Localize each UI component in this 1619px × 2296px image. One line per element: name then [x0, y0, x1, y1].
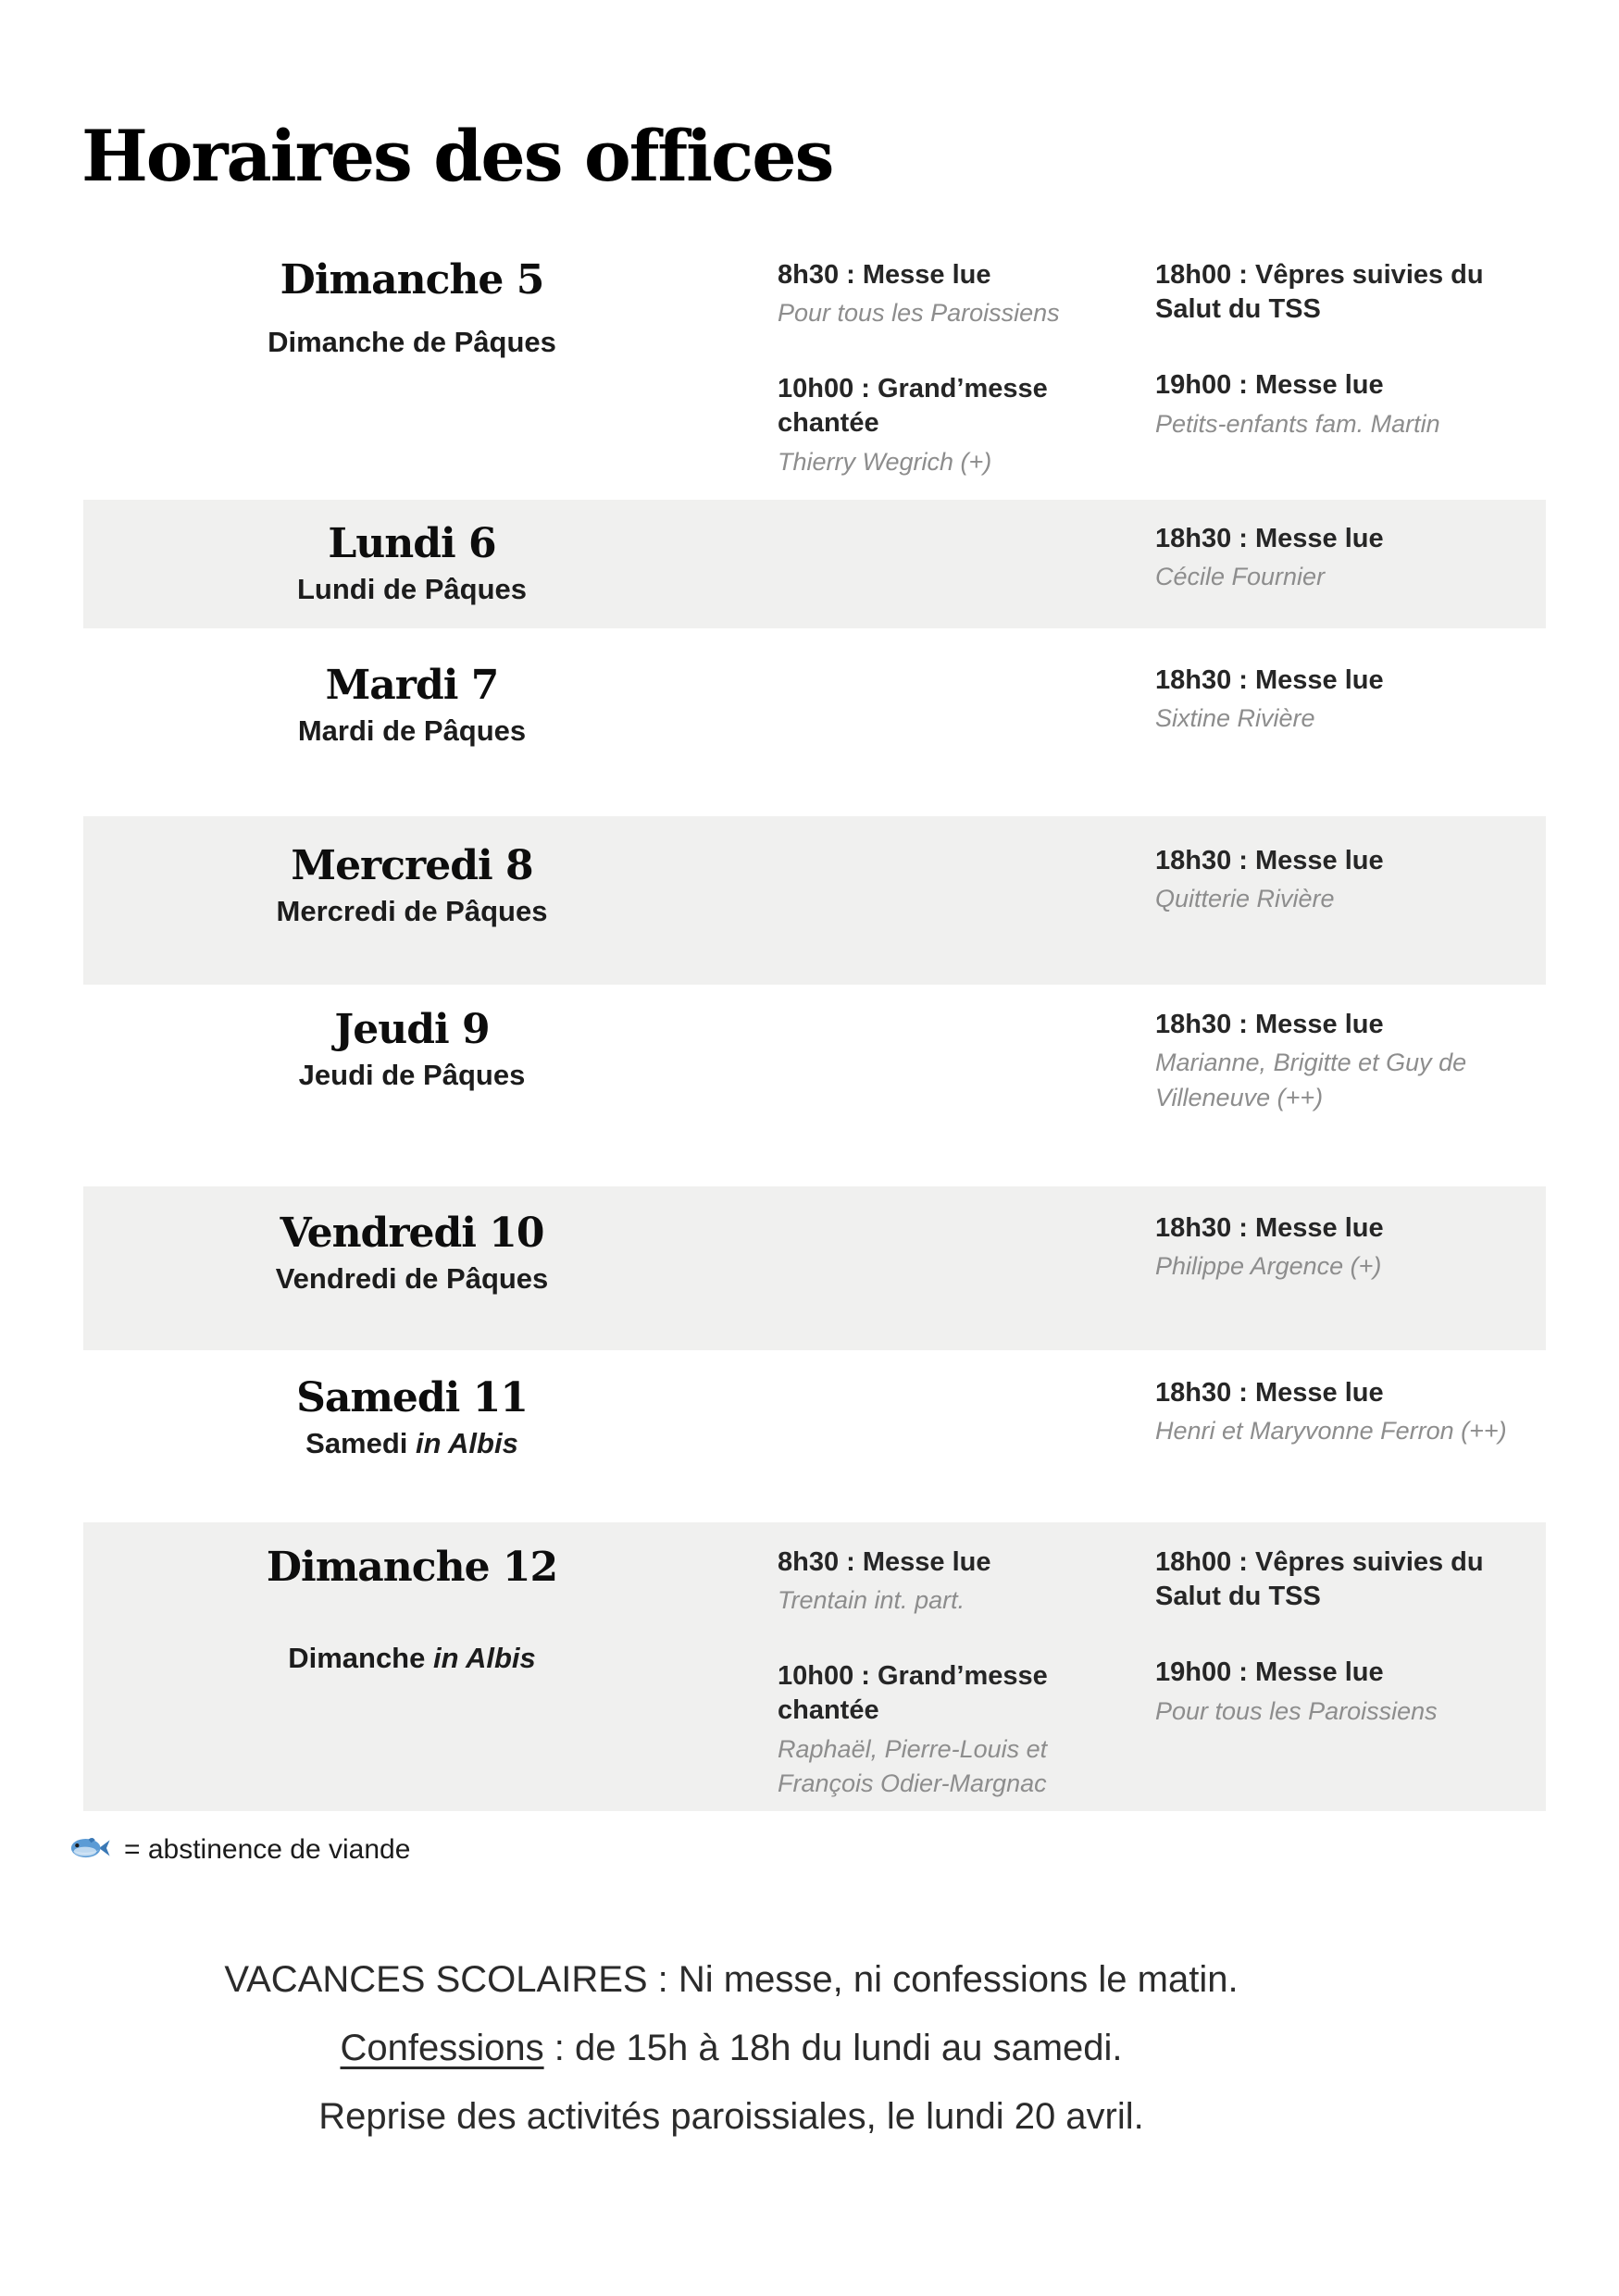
mass-intention: Henri et Maryvonne Ferron (++)	[1155, 1417, 1507, 1446]
mass-time: 18h30 : Messe lue	[1155, 845, 1384, 875]
schedule-row-mardi-7	[83, 628, 1546, 816]
mass-time: 18h30 : Messe lue	[1155, 1212, 1384, 1243]
footer-line-3: Reprise des activités paroissiales, le lundi 20 avril.	[318, 2095, 1144, 2137]
mass-time: 18h30 : Messe lue	[1155, 1009, 1384, 1039]
evening-masses	[1118, 844, 1546, 985]
mass-time: 19h00 : Messe lue	[1155, 370, 1384, 401]
evening-masses	[1118, 258, 1546, 500]
mass-entry	[1155, 844, 1537, 917]
day-name: Mardi 7	[325, 661, 499, 709]
day-column	[83, 519, 741, 628]
day-name: Lundi 6	[328, 519, 496, 567]
day-name: Samedi 11	[296, 1373, 528, 1421]
morning-masses	[741, 664, 1118, 816]
day-column	[83, 255, 741, 500]
mass-entry	[778, 1659, 1109, 1802]
day-name: Dimanche 12	[266, 1543, 558, 1591]
mass-time: 18h30 : Messe lue	[1155, 523, 1384, 553]
day-name: Mercredi 8	[291, 841, 533, 889]
day-subtitle: Lundi de Pâques	[296, 573, 528, 606]
mass-intention: Raphaël, Pierre-Louis et François Odier-Margnac	[778, 1735, 1048, 1798]
schedule-row-dimanche-12	[83, 1522, 1546, 1811]
mass-time: 18h00 : Vêpres suivies du Salut du TSS	[1155, 259, 1484, 325]
mass-entry	[1155, 258, 1537, 328]
mass-time: 8h30 : Messe lue	[778, 1546, 991, 1577]
mass-intention: Quitterie Rivière	[1155, 885, 1335, 913]
mass-time: 18h00 : Vêpres suivies du Salut du TSS	[1155, 1546, 1484, 1612]
mass-entry	[1155, 522, 1537, 595]
mass-entry	[778, 1545, 1109, 1619]
mass-entry	[1155, 368, 1537, 441]
day-subtitle: Jeudi de Pâques	[298, 1059, 526, 1092]
schedule-row-vendredi-10	[83, 1186, 1546, 1350]
evening-masses	[1118, 1545, 1546, 1811]
mass-entry	[1155, 1008, 1537, 1115]
day-column	[83, 841, 741, 985]
mass-entry	[778, 372, 1109, 480]
day-subtitle: Mardi de Pâques	[297, 714, 527, 748]
evening-masses	[1118, 522, 1546, 628]
abstinence-legend	[68, 1831, 1619, 1869]
morning-masses	[741, 522, 1118, 628]
morning-masses	[741, 258, 1118, 500]
evening-masses	[1118, 1376, 1546, 1522]
mass-entry	[1155, 664, 1537, 737]
mass-intention: Marianne, Brigitte et Guy de Villeneuve (++)	[1155, 1049, 1467, 1111]
morning-masses	[741, 1211, 1118, 1350]
mass-intention: Petits-enfants fam. Martin	[1155, 409, 1440, 438]
day-name: Vendredi 10	[280, 1209, 544, 1257]
day-name: Dimanche 5	[280, 255, 544, 304]
day-subtitle: Dimanche in Albis	[288, 1642, 536, 1675]
mass-entry	[1155, 1376, 1537, 1449]
mass-intention: Trentain int. part.	[778, 1586, 965, 1615]
evening-masses	[1118, 1211, 1546, 1350]
day-column	[83, 1005, 741, 1186]
day-subtitle: Samedi in Albis	[305, 1427, 518, 1460]
day-subtitle: Mercredi de Pâques	[276, 895, 548, 928]
mass-time: 18h30 : Messe lue	[1155, 1377, 1384, 1408]
day-column	[83, 1211, 741, 1350]
mass-intention: Cécile Fournier	[1155, 563, 1326, 591]
footer-line-2: Confessions : de 15h à 18h du lundi au samedi.	[340, 2027, 1123, 2068]
morning-masses	[741, 1008, 1118, 1186]
day-column	[83, 1373, 741, 1522]
mass-intention: Sixtine Rivière	[1155, 704, 1315, 733]
mass-time: 10h00 : Grand’messe chantée	[778, 373, 1048, 439]
legend-text: = abstinence de viande	[124, 1834, 411, 1866]
mass-intention: Philippe Argence (+)	[1155, 1252, 1382, 1281]
day-column	[83, 1545, 741, 1811]
day-name: Jeudi 9	[334, 1005, 490, 1053]
mass-intention: Pour tous les Paroissiens	[778, 299, 1060, 328]
day-subtitle: Vendredi de Pâques	[275, 1262, 549, 1296]
schedule-row-lundi-6	[83, 500, 1546, 628]
confessions-underlined: Confessions	[340, 2027, 544, 2068]
schedule-row-mercredi-8	[83, 816, 1546, 985]
schedule-row-jeudi-9	[83, 985, 1546, 1186]
mass-time: 18h30 : Messe lue	[1155, 664, 1384, 695]
morning-masses	[741, 1545, 1118, 1811]
mass-time: 10h00 : Grand’messe chantée	[778, 1660, 1048, 1726]
mass-intention: Pour tous les Paroissiens	[1155, 1696, 1438, 1725]
day-subtitle: Dimanche de Pâques	[268, 326, 556, 359]
evening-masses	[1118, 1008, 1546, 1186]
day-column	[83, 661, 741, 816]
page-title: Horaires des offices	[81, 114, 833, 197]
mass-time: 19h00 : Messe lue	[1155, 1657, 1384, 1688]
schedule-row-dimanche-5	[83, 247, 1546, 500]
morning-masses	[741, 1376, 1118, 1522]
footer-line-1: VACANCES SCOLAIRES : Ni messe, ni confessions le matin.	[224, 1958, 1239, 2000]
fish-icon	[68, 1831, 111, 1869]
schedule-table	[0, 247, 1619, 1811]
schedule-row-samedi-11	[83, 1350, 1546, 1522]
mass-entry	[1155, 1656, 1537, 1729]
mass-time: 8h30 : Messe lue	[778, 259, 991, 290]
evening-masses	[1118, 664, 1546, 816]
mass-entry	[778, 258, 1109, 331]
footer-notice	[130, 1945, 1333, 2151]
mass-intention: Thierry Wegrich (+)	[778, 448, 992, 477]
morning-masses	[741, 844, 1118, 985]
mass-entry	[1155, 1211, 1537, 1285]
mass-entry	[1155, 1545, 1537, 1615]
